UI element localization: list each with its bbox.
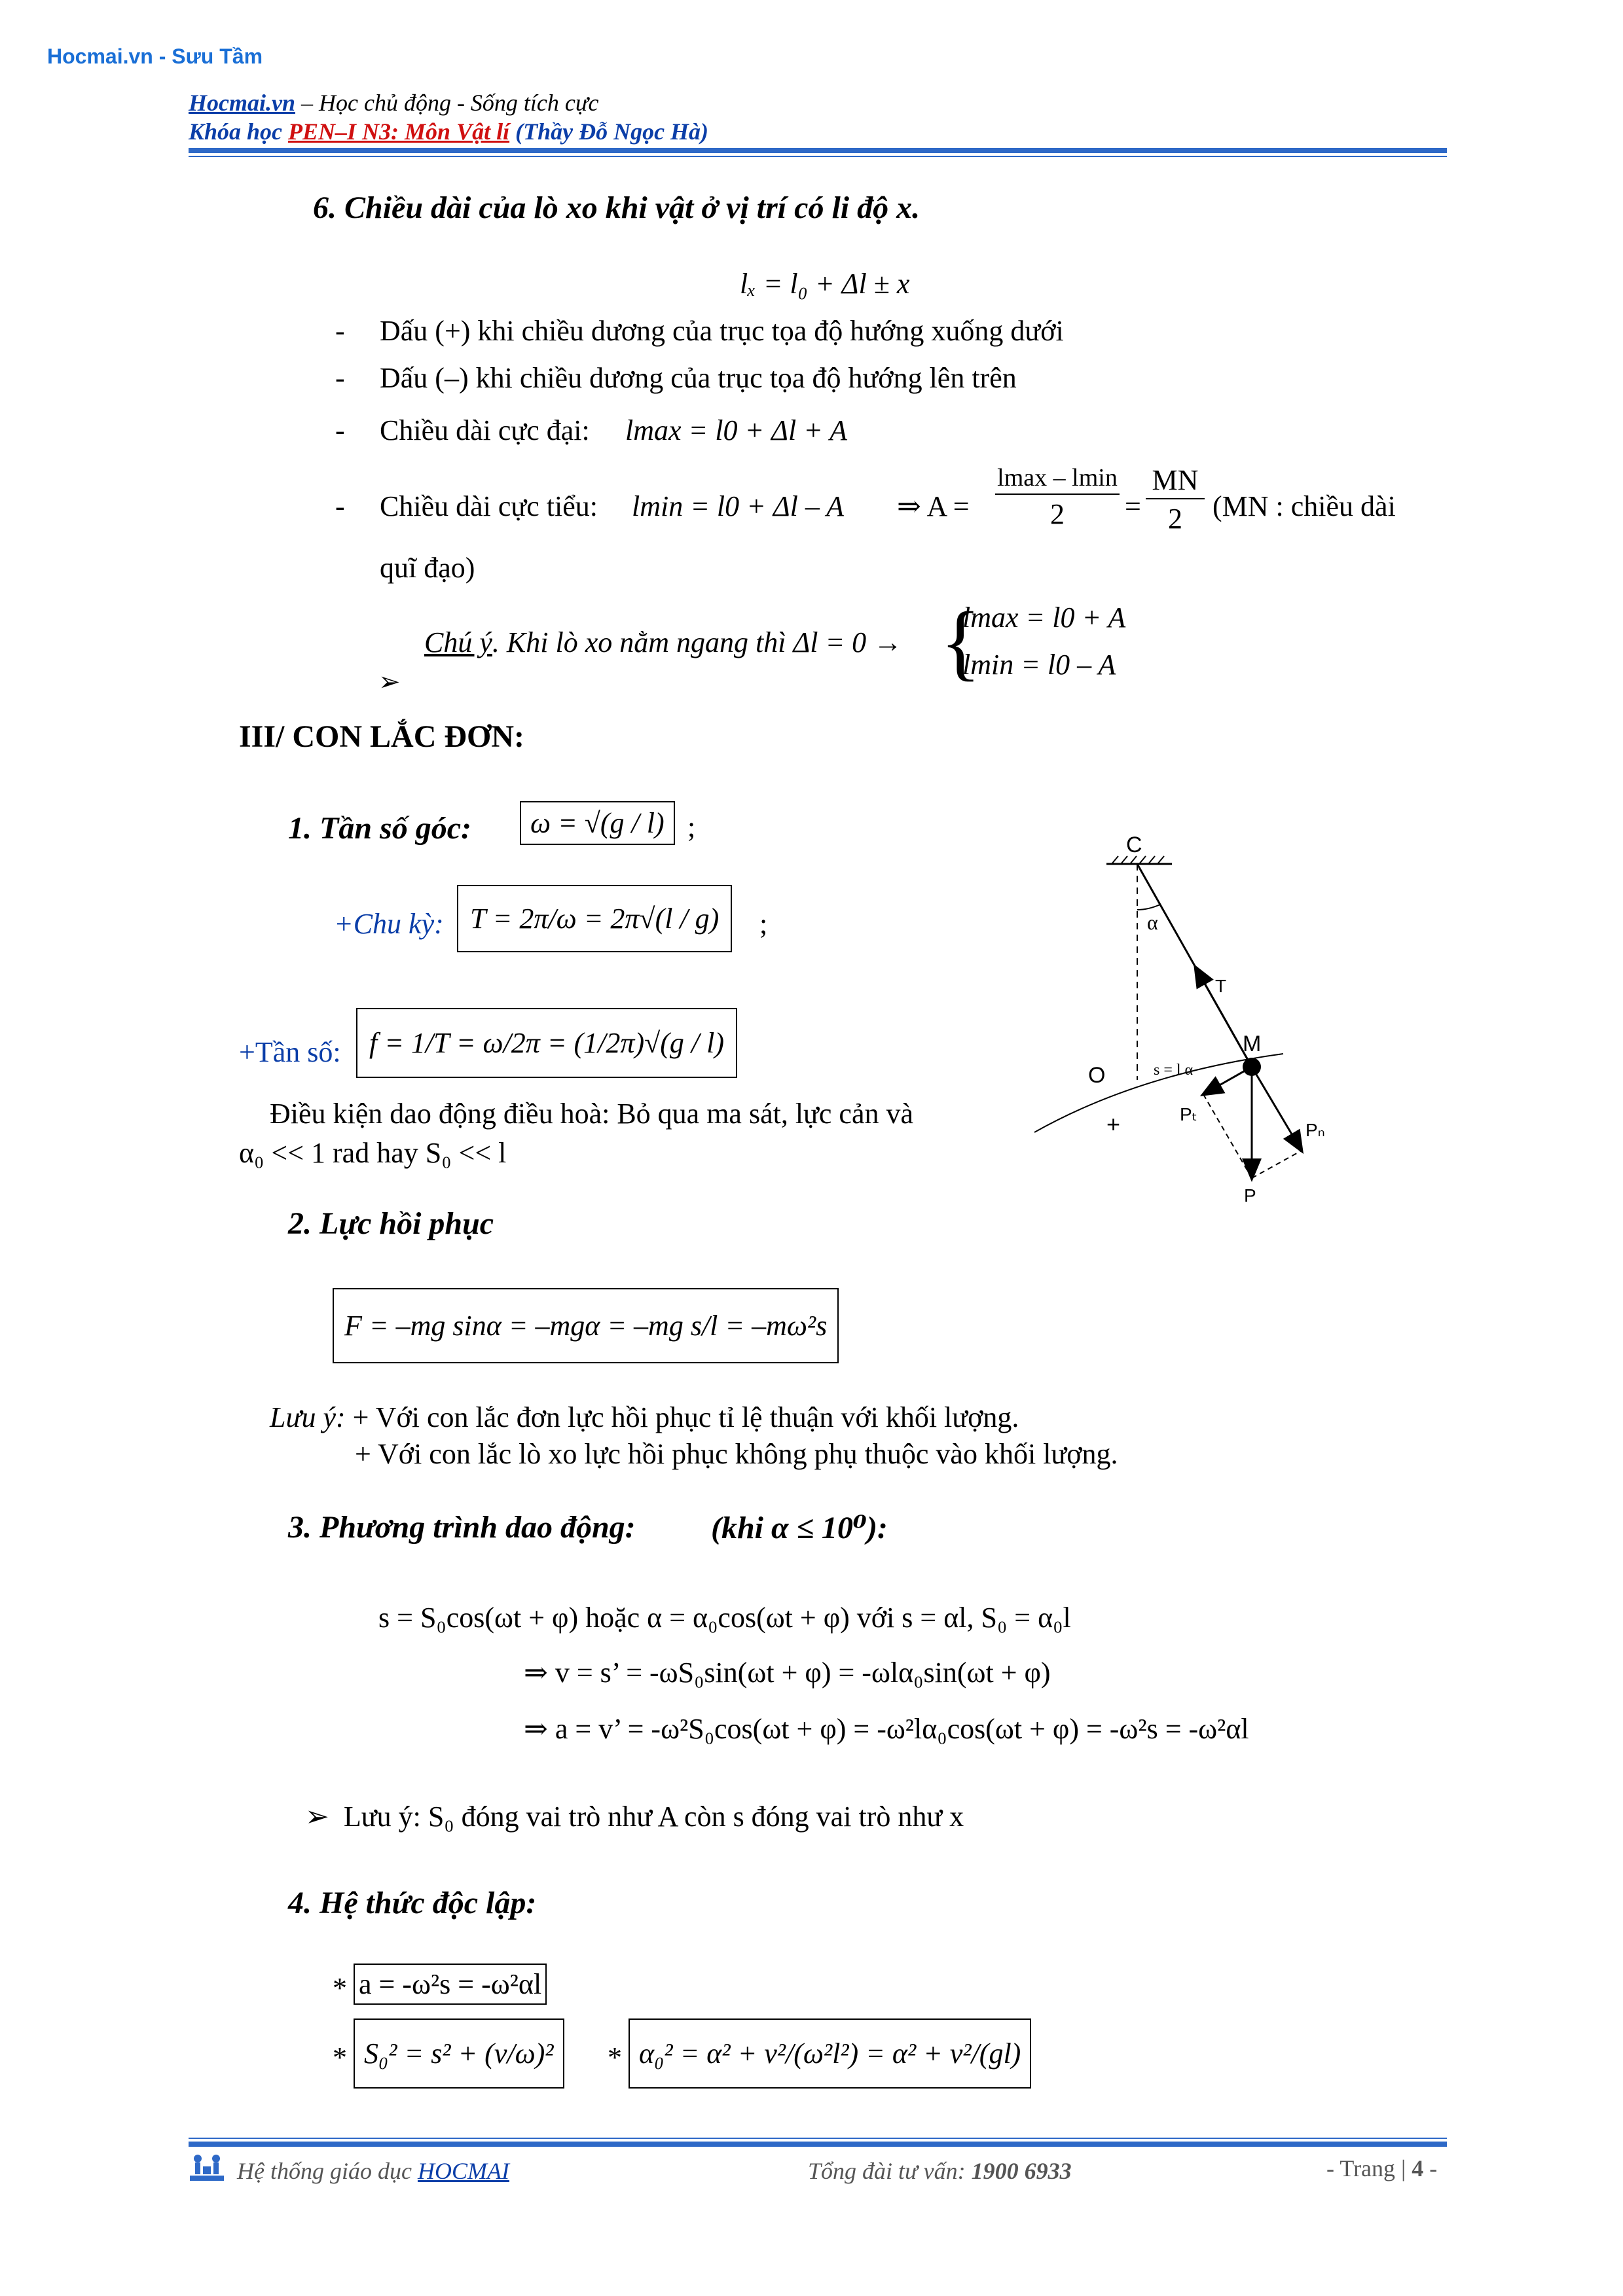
fraction-denominator: 2 (1168, 503, 1182, 535)
restoring-note-1 (270, 1401, 1019, 1434)
item-text: Chiều dài cực đại: (380, 414, 590, 446)
item-text: Dấu (–) khi chiều dương của trục tọa độ hướng lên trên (380, 362, 1017, 394)
oscillation-equation-title: 3. Phương trình dao động: (288, 1510, 636, 1545)
section-3-title: III/ CON LẮC ĐƠN: (239, 719, 525, 754)
fraction-numerator: lmax – lmin (995, 463, 1120, 495)
arrow-bullet-icon: ➢ (305, 1801, 329, 1833)
system-line-1: lmax = l0 + A (962, 601, 1126, 634)
header-line-2 (189, 118, 708, 145)
label-m: M (1243, 1031, 1262, 1056)
independent-relations-title: 4. Hệ thức độc lập: (288, 1886, 537, 1920)
restoring-force-formula: F = –mg sinα = –mgα = –mg s/l = –mω²s (333, 1288, 839, 1363)
label-o: O (1088, 1063, 1106, 1088)
relation-angle: α₀² = α² + v²/(ω²l²) = α² + v²/(gl) (629, 2018, 1031, 2089)
note-text: . Khi lò xo nằm ngang thì Δl = 0 → (492, 626, 903, 658)
angle-arc (1137, 905, 1160, 910)
max-length-formula: lmax = l0 + Δl + A (625, 414, 847, 446)
label-p: P (1244, 1185, 1256, 1206)
item-dash: - (335, 490, 345, 522)
header-rule-thick (189, 148, 1447, 153)
note-text: + Với con lắc đơn lực hồi phục tỉ lệ thuận với khối lượng. (352, 1401, 1019, 1433)
amplitude-fraction-1 (995, 463, 1120, 531)
note-label: Chú ý (424, 626, 492, 658)
item-text: Dấu (+) khi chiều dương của trục tọa độ hướng xuống dưới (380, 315, 1064, 347)
hotline-number: 1900 6933 (971, 2158, 1072, 2184)
horizontal-note (424, 626, 902, 659)
min-length-formula: lmin = l0 + Δl – A (632, 490, 844, 522)
oscillation-equation-condition: (khi α ≤ 10⁰): (711, 1511, 888, 1545)
construction-line (1203, 1094, 1252, 1178)
amplitude-fraction-2 (1146, 463, 1205, 535)
period-formula: T = 2π/ω = 2π√(l / g) (457, 885, 732, 952)
angular-frequency-formula: ω = √(g / l) (520, 801, 675, 845)
hocmai-logo-icon (189, 2153, 225, 2182)
restoring-note-2: + Với con lắc lò xo lực hồi phục không phụ thuộc vào khối lượng. (355, 1438, 1118, 1470)
footer-hotline: Tổng đài tư vấn: 1900 6933 (808, 2158, 1072, 2184)
item-text: Chiều dài cực tiểu: (380, 490, 598, 522)
course-teacher: (Thầy Đỗ Ngọc Hà) (509, 118, 709, 145)
equation-line-2: ⇒ v = s’ = -ωS₀sin(ωt + φ) = -ωlα₀sin(ωt + φ) (524, 1657, 1051, 1689)
angular-frequency-label: 1. Tần số góc: (288, 811, 471, 846)
amplitude-equals: = (1125, 490, 1141, 522)
equation-note: ➢ Lưu ý: S₀ đóng vai trò như A còn s đóng vai trò như x (305, 1801, 964, 1833)
length-formula: lₓ = l₀ + Δl ± x (740, 268, 910, 300)
harmonic-condition-cont: α₀ << 1 rad hay S₀ << l (239, 1137, 507, 1169)
label-s: s = l α (1154, 1062, 1194, 1079)
footer-system: Hệ thống giáo dục HOCMAI (237, 2158, 509, 2184)
restoring-force-title: 2. Lực hồi phục (288, 1206, 494, 1241)
label-t: T (1215, 976, 1227, 996)
semicolon: ; (759, 908, 768, 940)
watermark: Hocmai.vn - Sưu Tầm (47, 45, 263, 68)
item-dash: - (335, 315, 345, 347)
note-label: Lưu ý: (270, 1401, 346, 1433)
amplitude-note: (MN : chiều dài (1213, 490, 1396, 522)
course-prefix: Khóa học (189, 118, 289, 145)
label-pt: Pₜ (1180, 1104, 1197, 1124)
frequency-label: +Tần số: (239, 1036, 341, 1068)
relation-acceleration: a = -ω²s = -ω²αl (354, 1964, 547, 2005)
system-brace: { (940, 595, 981, 689)
label-plus: + (1106, 1111, 1121, 1138)
period-label: +Chu kỳ: (334, 908, 444, 940)
relation-amplitude: S₀² = s² + (v/ω)² (354, 2018, 564, 2089)
header-rule-thin (189, 156, 1447, 157)
footer-rule-thin (189, 2138, 1447, 2139)
system-line-2: lmin = l0 – A (962, 649, 1116, 681)
star-bullet: * (333, 1972, 347, 2004)
pendulum-diagram (1008, 825, 1375, 1217)
amplitude-note-cont: quĩ đạo) (380, 552, 475, 584)
fraction-numerator: MN (1146, 463, 1205, 499)
harmonic-condition: Điều kiện dao động điều hoà: Bỏ qua ma sát, lực cản và (270, 1098, 914, 1130)
page-number: - Trang | 4 - (1326, 2155, 1438, 2181)
star-bullet: * (608, 2041, 622, 2073)
course-code: PEN–I N3: Môn Vật lí (288, 118, 510, 145)
construction-line (1252, 1151, 1302, 1178)
semicolon: ; (687, 811, 696, 843)
tangential-component-vector (1203, 1067, 1252, 1094)
label-alpha: α (1147, 910, 1158, 934)
equation-line-1: s = S₀cos(ωt + φ) hoặc α = α₀cos(ωt + φ) với s = αl, S₀ = α₀l (378, 1602, 1071, 1634)
arrow-bullet: ➢ (378, 667, 401, 696)
label-c: C (1126, 833, 1142, 857)
site-link[interactable]: Hocmai.vn (189, 90, 295, 116)
normal-component-vector (1252, 1067, 1302, 1151)
header-line-1 (189, 89, 599, 117)
item-dash: - (335, 414, 345, 446)
label-pn: Pₙ (1305, 1120, 1325, 1140)
slogan: – Học chủ động - Sống tích cực (295, 90, 599, 116)
fraction-denominator: 2 (1050, 498, 1065, 530)
section-6-title: 6. Chiều dài của lò xo khi vật ở vị trí có li độ x. (313, 190, 921, 225)
footer-rule-thick (189, 2142, 1447, 2147)
star-bullet: * (333, 2041, 347, 2073)
item-dash: - (335, 362, 345, 394)
hocmai-link[interactable]: HOCMAI (417, 2158, 509, 2184)
amplitude-lhs: ⇒ A = (897, 490, 970, 522)
frequency-formula: f = 1/T = ω/2π = (1/2π)√(g / l) (356, 1008, 737, 1078)
equation-line-3: ⇒ a = v’ = -ω²S₀cos(ωt + φ) = -ω²lα₀cos(ωt + φ) = -ω²s = -ω²αl (524, 1713, 1249, 1745)
